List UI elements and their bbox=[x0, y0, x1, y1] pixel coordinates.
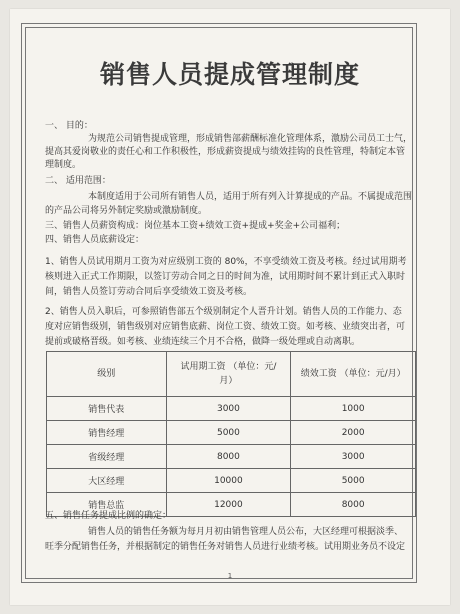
table-cell: 1000 bbox=[291, 397, 416, 421]
section-3-heading: 三、销售人员薪资构成：岗位基本工资+绩效工资+提成+奖金+公司福利； bbox=[45, 221, 346, 231]
paragraph-line: 间，销售人员签订劳动合同后享受绩效工资及考核。 bbox=[45, 287, 253, 297]
table-cell: 销售经理 bbox=[47, 421, 167, 445]
table-header-cell bbox=[166, 352, 291, 397]
paragraph-line: 1、销售人员试用期月工资为对应级别工资的 80%，不享受绩效工资及考核。经过试用期考 bbox=[45, 257, 407, 267]
table-cell: 8000 bbox=[166, 445, 291, 469]
section-2-heading: 二、 适用范围： bbox=[45, 176, 111, 186]
section-5-heading: 五、销售任务提成比例的确定： bbox=[45, 511, 172, 521]
header-line: 月） bbox=[219, 376, 238, 386]
paragraph-line: 旺季分配销售任务，并根据制定的销售任务对销售人员进行业绩考核。试用期业务员不设定 bbox=[45, 542, 406, 552]
table-cell: 销售代表 bbox=[47, 397, 167, 421]
paragraph-line: 2、销售人员入职后，可参照销售部五个级别制定个人晋升计划。销售人员的工作能力、态 bbox=[45, 307, 402, 317]
paragraph-line: 核则进入正式工作期限，以签订劳动合同之日的时间为准，试用期时间不累计到正式入职时 bbox=[45, 272, 406, 282]
table-row bbox=[47, 421, 416, 445]
table-cell: 2000 bbox=[291, 421, 416, 445]
table-cell: 大区经理 bbox=[47, 469, 167, 493]
paragraph-line: 提高其爱岗敬业的责任心和工作积极性，形成薪资提成与绩效挂钩的良性管理，特制定本管 bbox=[45, 147, 406, 157]
table-cell: 12000 bbox=[166, 493, 291, 517]
section-4-heading: 四、销售人员底薪设定： bbox=[45, 235, 145, 245]
paragraph-line: 提前或破格晋级。如考核、业绩连续三个月不合格，做降一级处理或自动离职。 bbox=[45, 337, 361, 347]
table-cell: 8000 bbox=[291, 493, 416, 517]
table-header-cell: 级别 bbox=[47, 352, 167, 397]
table-cell: 5000 bbox=[166, 421, 291, 445]
header-line: 试用期工资 （单位：元/ bbox=[180, 362, 277, 372]
table-cell: 销售总监 bbox=[47, 493, 167, 517]
table-cell: 5000 bbox=[291, 469, 416, 493]
paragraph-line: 的产品公司将另外制定奖励或激励制度。 bbox=[45, 206, 208, 216]
section-1-heading: 一、 目的： bbox=[45, 121, 93, 131]
table-row bbox=[47, 397, 416, 421]
table-header-row bbox=[47, 352, 416, 397]
paragraph-line: 为规范公司销售提成管理，形成销售部薪酬标准化管理体系，激励公司员工士气， bbox=[88, 134, 413, 144]
table-header-cell: 绩效工资 （单位：元/月） bbox=[291, 352, 416, 397]
table-cell: 3000 bbox=[166, 397, 291, 421]
page-number: 1 bbox=[227, 572, 233, 580]
paragraph-line: 度对应销售级别，销售级别对应销售底薪、岗位工资、绩效工资。如考核、业绩突出者，可 bbox=[45, 322, 406, 332]
table-cell: 省级经理 bbox=[47, 445, 167, 469]
paragraph-line: 销售人员的销售任务额为每月月初由销售管理人员公布，大区经理可根据淡季、 bbox=[88, 527, 404, 537]
table-row bbox=[47, 469, 416, 493]
paragraph-line: 理制度。 bbox=[45, 160, 82, 170]
paragraph-line: 本制度适用于公司所有销售人员，适用于所有列入计算提成的产品。不属提成范围 bbox=[88, 192, 413, 202]
table-row bbox=[47, 445, 416, 469]
table-cell: 3000 bbox=[291, 445, 416, 469]
salary-grade-table bbox=[46, 351, 416, 517]
table-cell: 10000 bbox=[166, 469, 291, 493]
document-title: 销售人员提成管理制度 bbox=[99, 60, 360, 89]
